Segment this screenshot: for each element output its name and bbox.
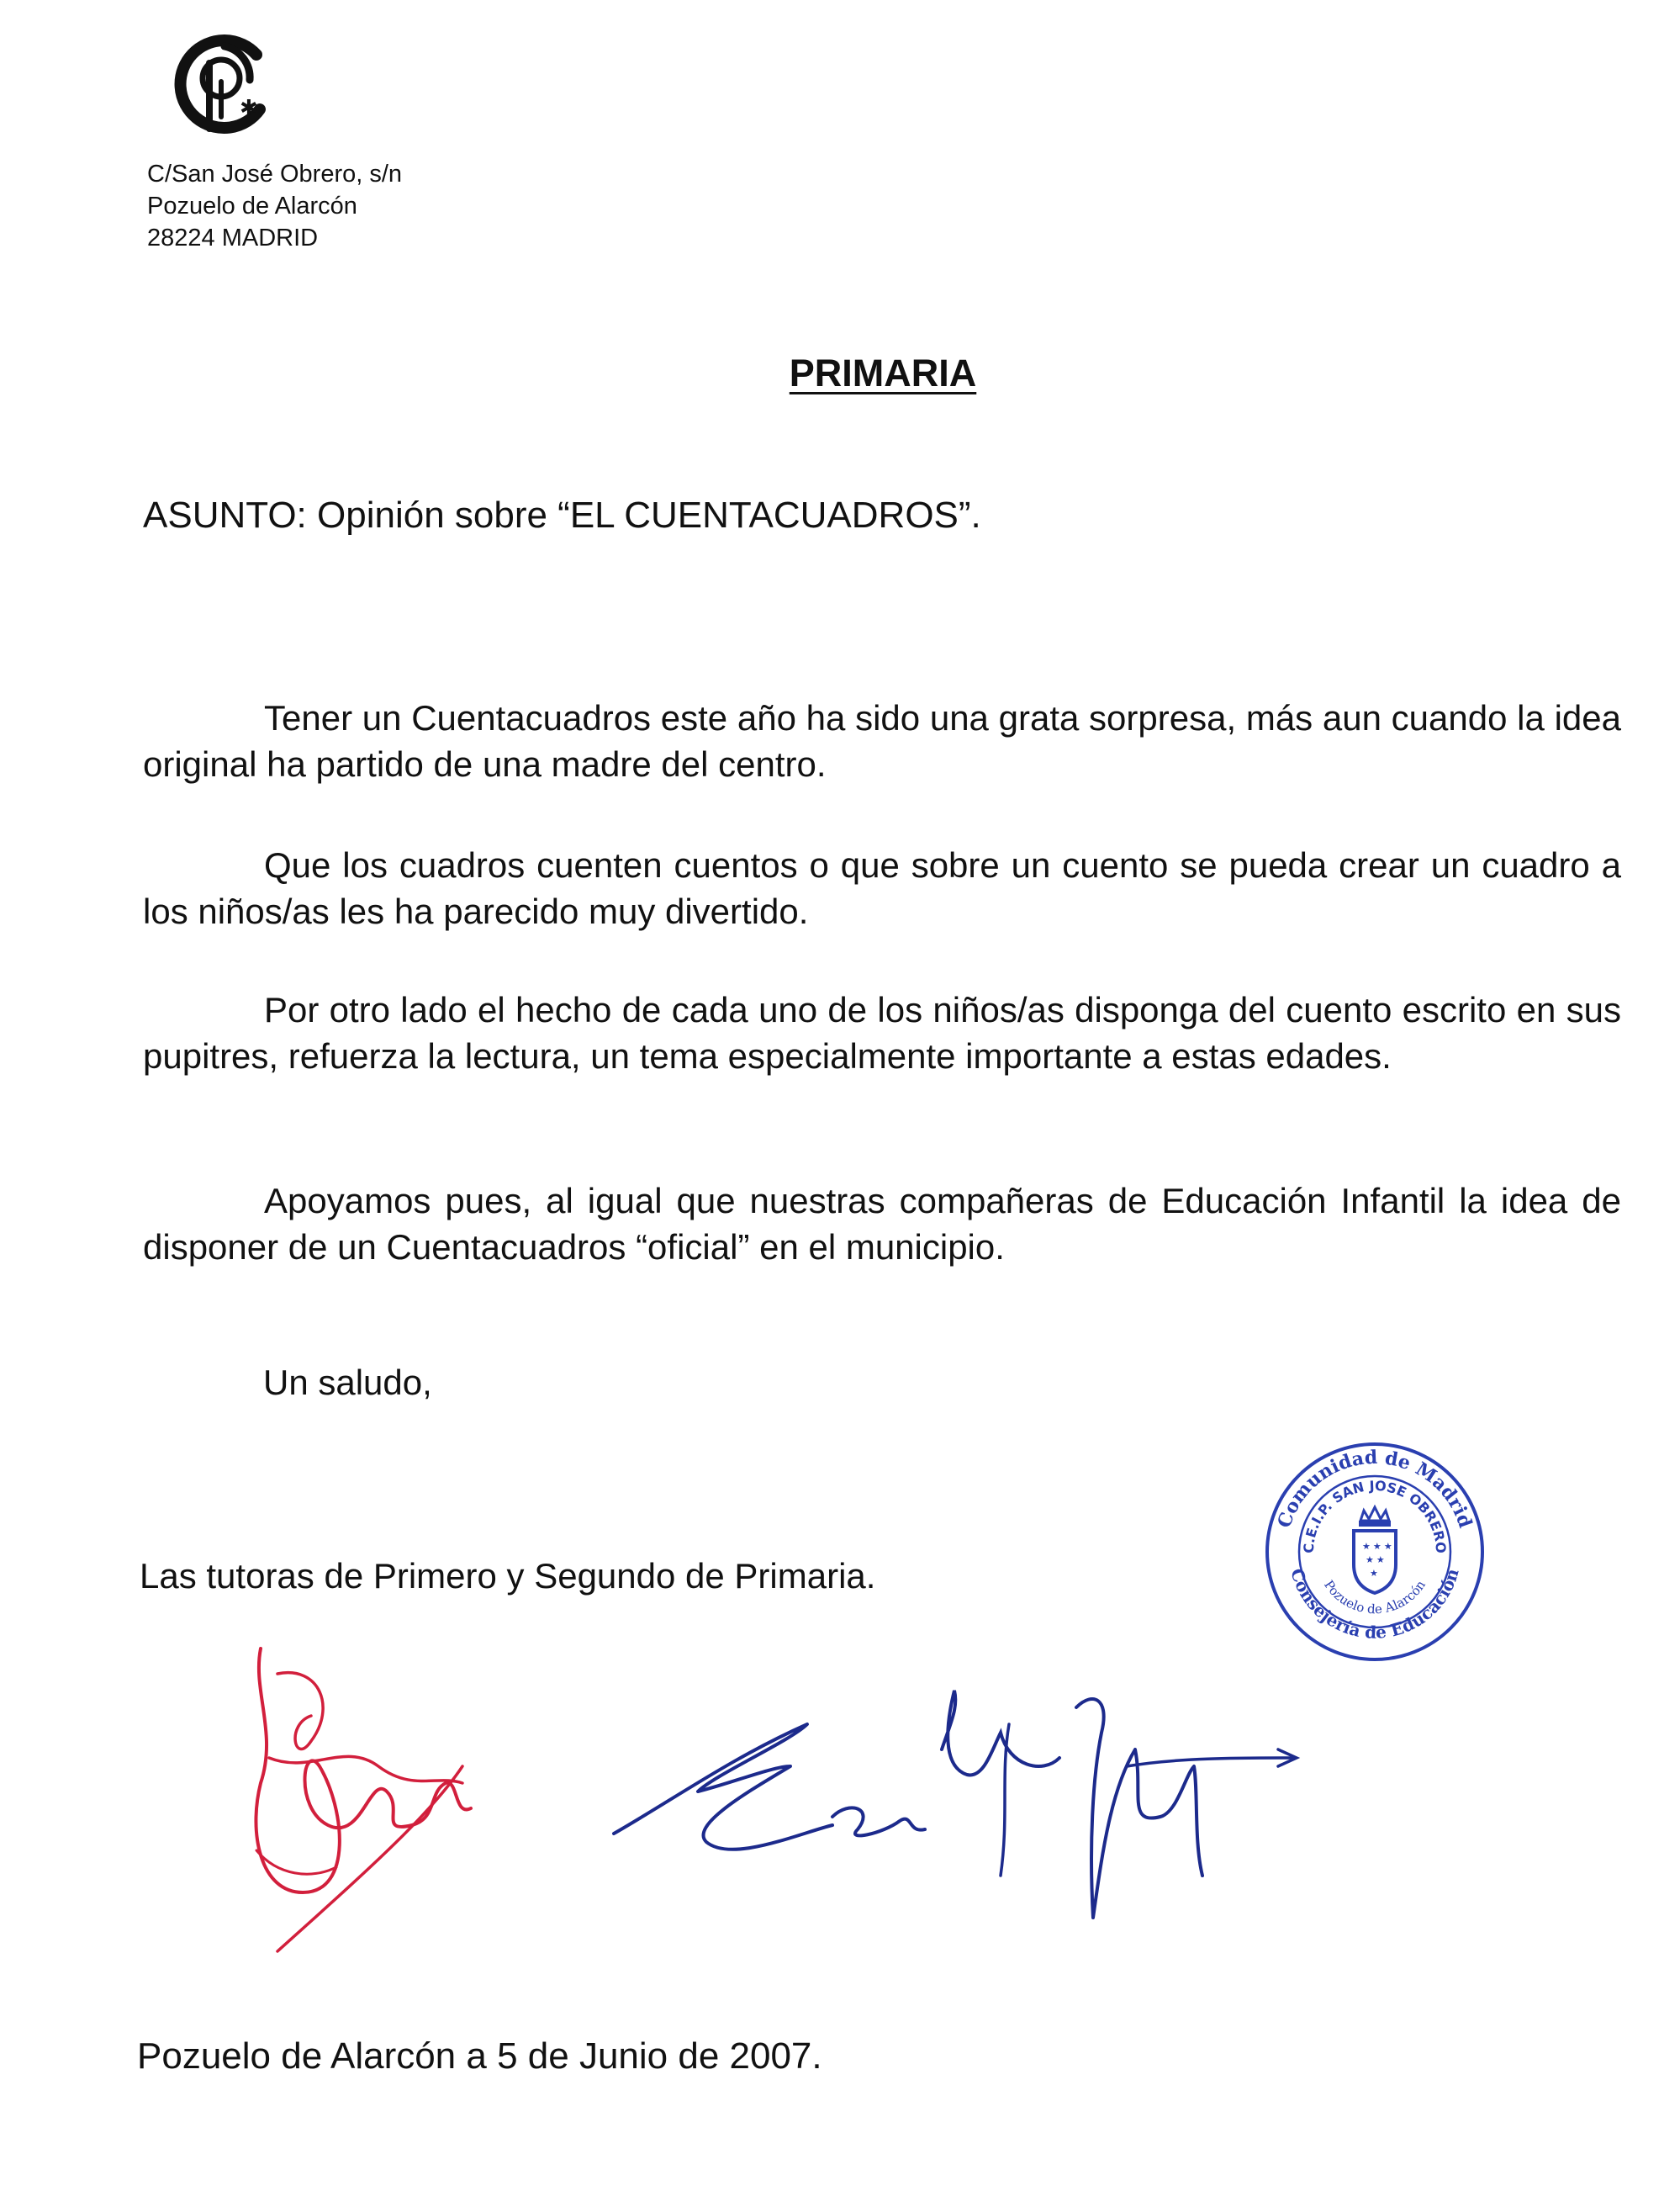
body-paragraph-3: Por otro lado el hecho de cada uno de los niños/as disponga del cuento escrito en sus pupitres, refuerza la lectura, un tema especialmente importante a estas edades.	[143, 990, 1621, 1076]
place-and-date: Pozuelo de Alarcón a 5 de Junio de 2007.	[137, 2035, 822, 2077]
svg-text:Pozuelo de Alarcón	[1321, 1577, 1429, 1617]
body-paragraph-1: Tener un Cuentacuadros este año ha sido una grata sorpresa, más aun cuando la idea original ha partido de una madre del centro.	[143, 698, 1621, 784]
stamp-inner-top-text: C.E.I.P. SAN JOSE OBRERO	[1300, 1477, 1450, 1554]
signers-line: Las tutoras de Primero y Segundo de Primaria.	[140, 1556, 876, 1596]
svg-text:★ ★: ★ ★	[1366, 1555, 1385, 1565]
address-city: 28224 MADRID	[147, 225, 319, 251]
svg-text:✱: ✱	[240, 96, 258, 121]
stamp-outer-bottom-text: Consejería de Educación	[1286, 1566, 1463, 1643]
svg-text:★: ★	[1370, 1569, 1378, 1579]
body-paragraph-4: Apoyamos pues, al igual que nuestras compañeras de Educación Infantil la idea de disponer de un Cuentacuadros “oficial” en el municipio.	[143, 1181, 1621, 1267]
coat-of-arms-icon	[1354, 1507, 1396, 1593]
red-signature	[244, 1640, 496, 1960]
body-paragraph-2: Que los cuadros cuenten cuentos o que sobre un cuento se pueda crear un cuadro a los niños/as les ha parecido muy divertido.	[143, 845, 1621, 931]
svg-text:★ ★ ★: ★ ★ ★	[1362, 1542, 1392, 1552]
sender-address	[147, 158, 402, 254]
document-heading: PRIMARIA	[789, 352, 977, 394]
blue-signature	[605, 1674, 1303, 1934]
salutation: Un saludo,	[263, 1363, 432, 1402]
address-street: C/San José Obrero, s/n	[147, 161, 403, 188]
official-stamp	[1261, 1438, 1488, 1665]
stamp-inner-bottom-text: Pozuelo de Alarcón	[1321, 1577, 1429, 1617]
address-town: Pozuelo de Alarcón	[147, 193, 357, 220]
subject-line: ASUNTO: Opinión sobre “EL CUENTACUADROS”.	[143, 495, 981, 536]
stamp-outer-top-text: Comunidad de Madrid	[1273, 1446, 1477, 1531]
school-logo-icon	[166, 29, 275, 139]
